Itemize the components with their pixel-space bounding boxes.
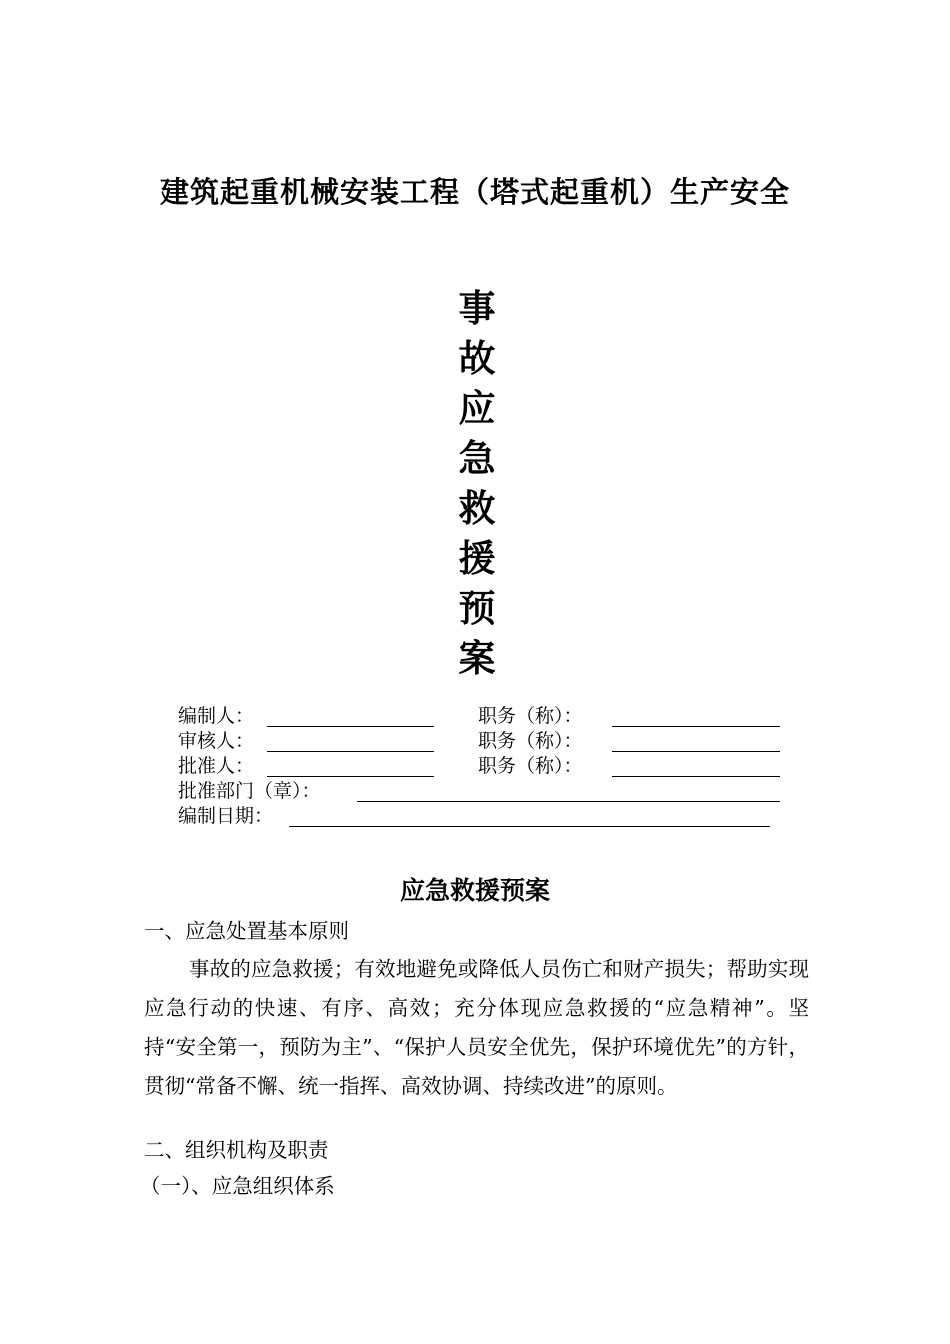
heading-basic-principles: 一、应急处置基本原则	[144, 919, 349, 943]
compile-date-label: 编制日期：	[178, 805, 274, 827]
approver-field-line[interactable]	[267, 776, 434, 777]
approver-position-field-line[interactable]	[612, 776, 780, 777]
reviewer-field-line[interactable]	[267, 751, 434, 752]
vertical-title-char: 预	[458, 587, 496, 630]
compiler-label: 编制人：	[178, 705, 255, 727]
approval-dept-label: 批准部门（章）：	[178, 780, 321, 802]
vertical-title-char: 救	[458, 487, 496, 530]
paragraph-principles: 事故的应急救援；有效地避免或降低人员伤亡和财产损失；帮助实现应急行动的快速、有序、高效；充分体现应急救援的“应急精神”。坚持“安全第一，预防为主”、“保护人员安全优先，保护环境优先”的方针，贯彻“常备不懈、统一指挥、高效协调、持续改进”的原则。	[144, 957, 809, 1098]
heading-emergency-system: （一）、应急组织体系	[140, 1174, 335, 1198]
reviewer-label: 审核人：	[178, 730, 255, 752]
heading-organization: 二、组织机构及职责	[144, 1138, 329, 1162]
vertical-title-char: 事	[458, 287, 496, 330]
vertical-title-char: 应	[458, 387, 496, 430]
vertical-title-char: 援	[458, 537, 496, 580]
vertical-title-char: 案	[458, 637, 496, 680]
reviewer-position-label: 职务（称）：	[478, 730, 583, 752]
approver-label: 批准人：	[178, 755, 255, 777]
section-title: 应急救援预案	[399, 876, 550, 905]
compiler-position-label: 职务（称）：	[478, 705, 583, 727]
approval-dept-field-line[interactable]	[357, 801, 780, 802]
compile-date-field-line[interactable]	[289, 826, 770, 827]
vertical-title-char: 急	[458, 437, 496, 480]
compiler-position-field-line[interactable]	[612, 726, 780, 727]
reviewer-position-field-line[interactable]	[612, 751, 780, 752]
vertical-title	[455, 284, 499, 684]
document-main-title: 建筑起重机械安装工程（塔式起重机）生产安全	[159, 175, 790, 209]
vertical-title-char: 故	[458, 337, 496, 380]
approver-position-label: 职务（称）：	[478, 755, 583, 777]
compiler-field-line[interactable]	[267, 726, 434, 727]
